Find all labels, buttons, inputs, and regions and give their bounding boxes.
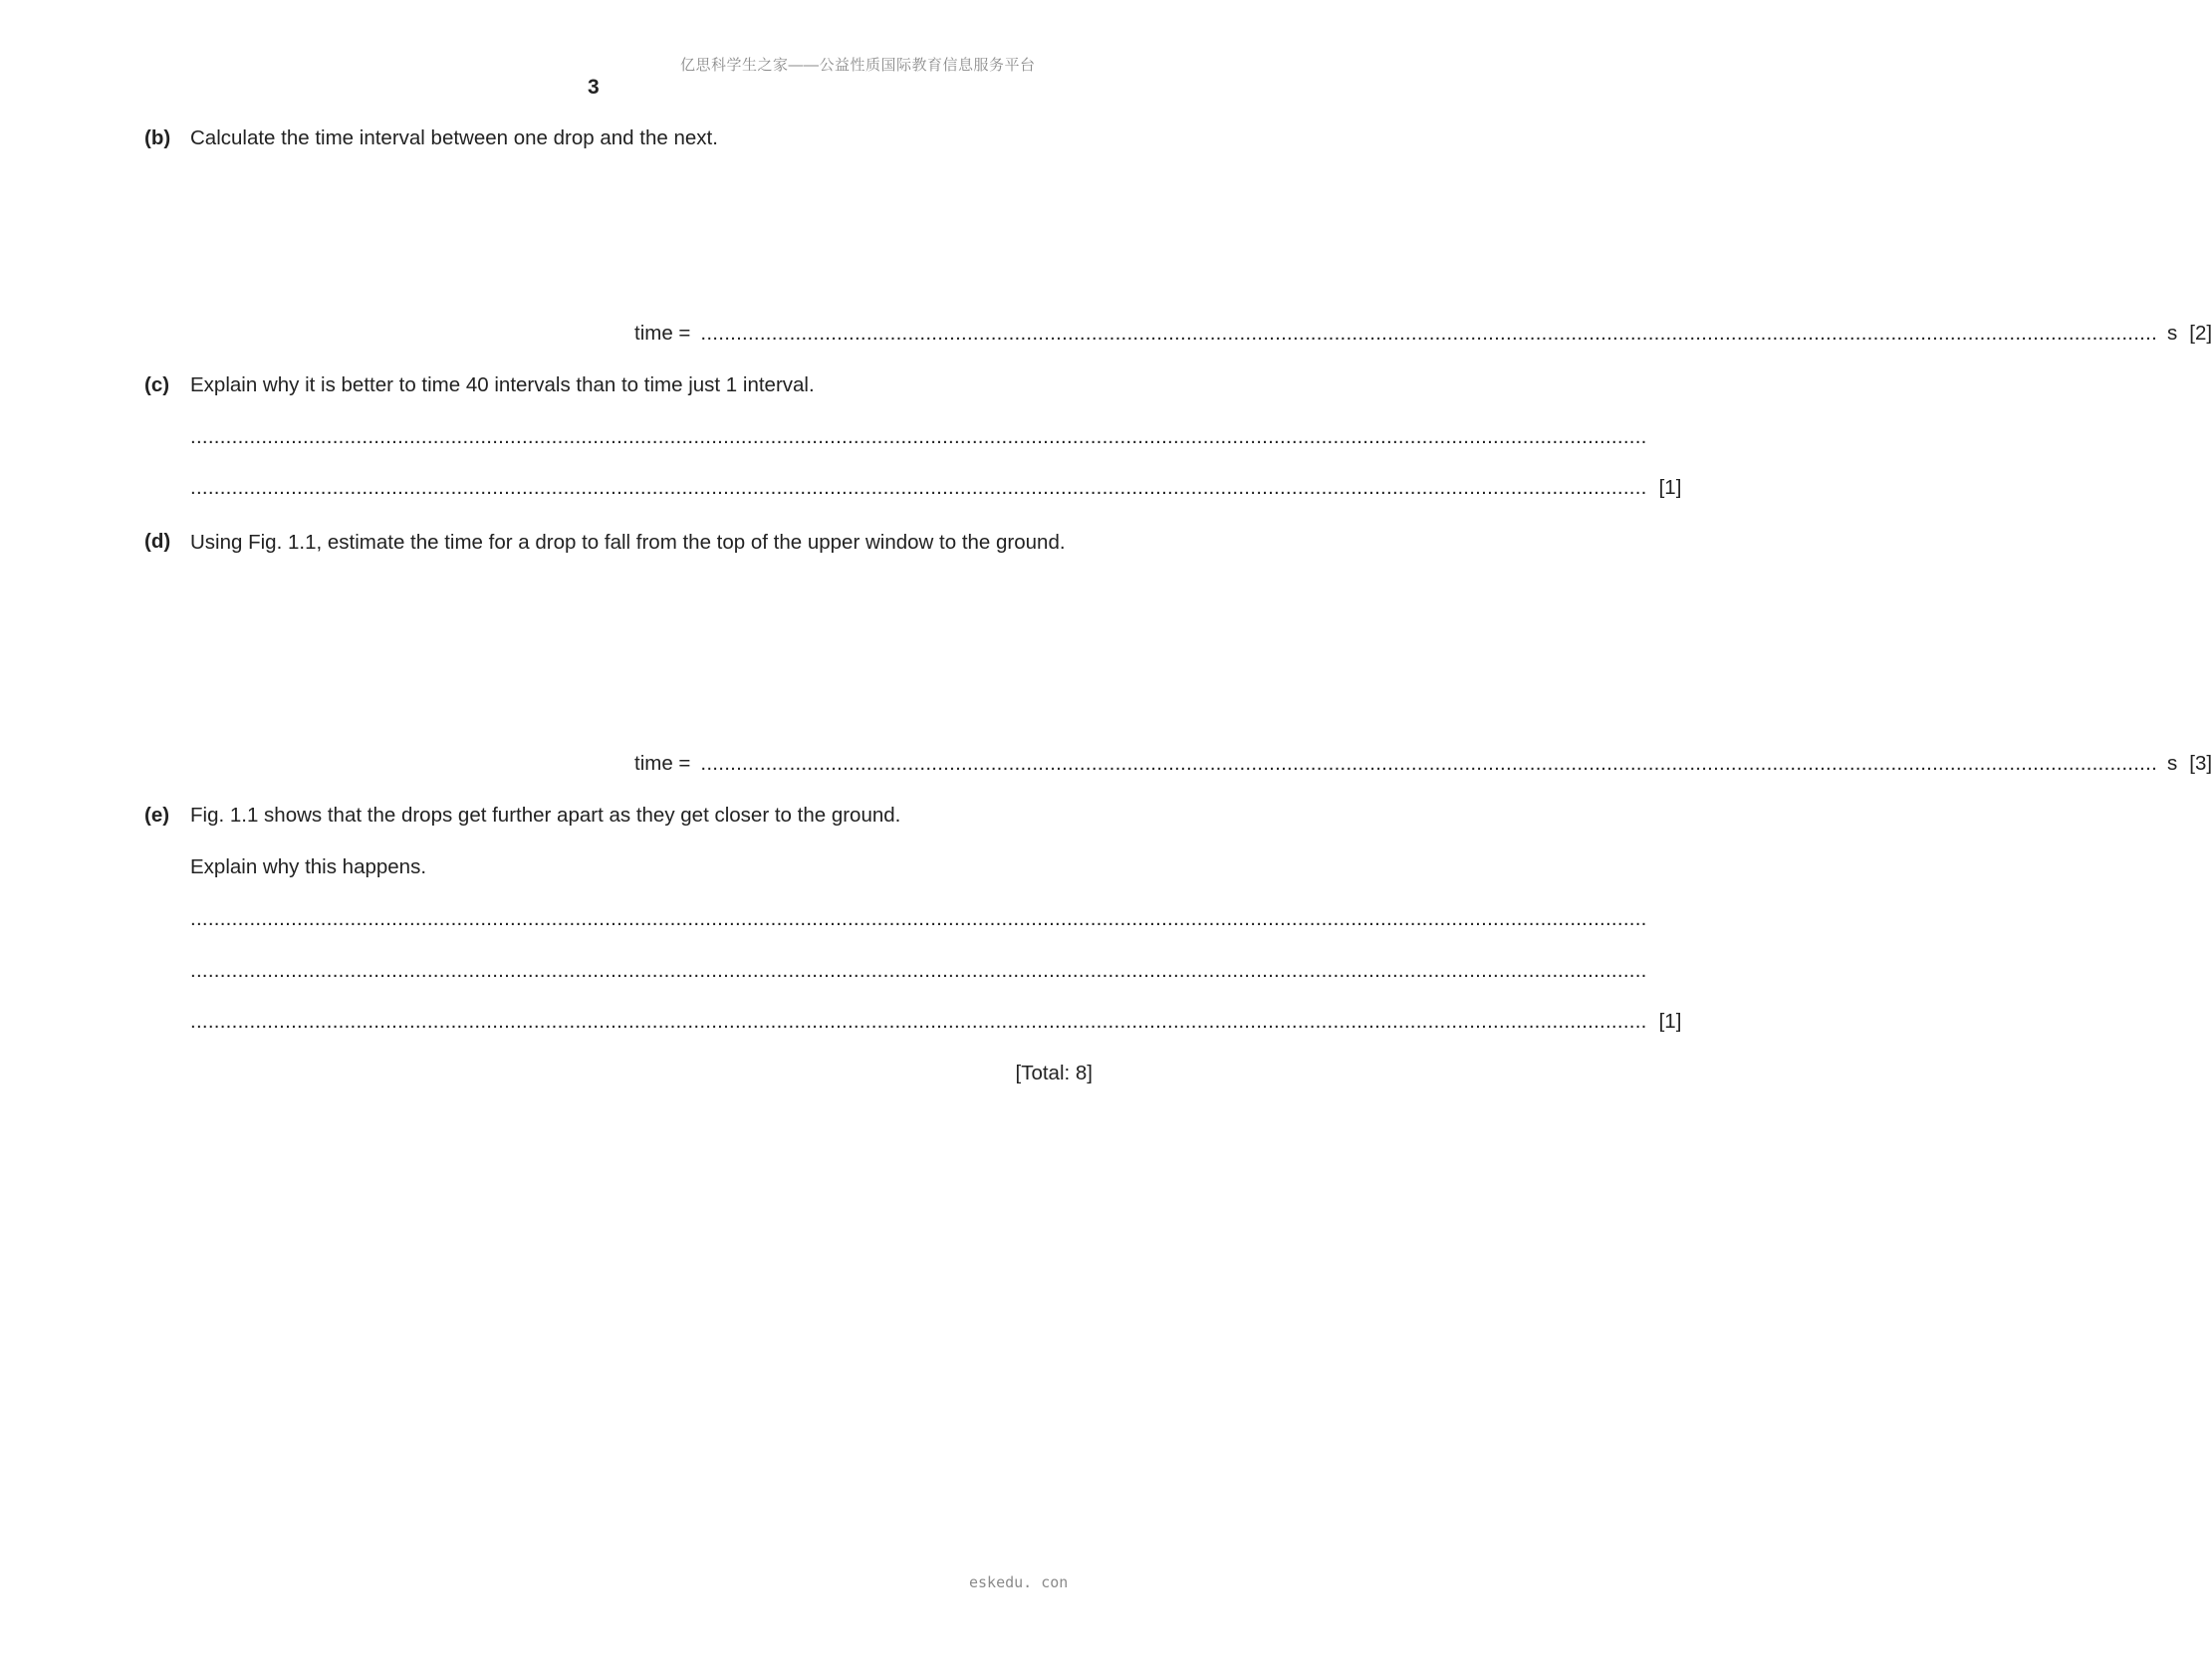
- header-watermark: 亿思科学生之家——公益性质国际教育信息服务平台: [680, 57, 1036, 74]
- answer-label: time =: [634, 752, 691, 775]
- question-c-text: Explain why it is better to time 40 intervals than to time just 1 interval.: [190, 373, 815, 396]
- marks-c: [1]: [1658, 476, 1682, 499]
- question-b-text: Calculate the time interval between one drop and the next.: [190, 126, 718, 149]
- answer-dots: ......................................................................................................................................................................................................................................................: [700, 322, 2158, 345]
- marks-b: [2]: [2189, 322, 2212, 345]
- answer-dots: ......................................................................................................................................................................................................................................................: [190, 907, 1647, 930]
- question-e-text: Fig. 1.1 shows that the drops get further apart as they get closer to the ground.: [190, 804, 901, 827]
- footer-watermark: eskedu. con: [969, 1573, 1069, 1591]
- marks-d: [3]: [2189, 752, 2212, 775]
- answer-dots: ......................................................................................................................................................................................................................................................: [190, 425, 1647, 448]
- question-e-answer-line-2[interactable]: [190, 959, 1647, 983]
- question-e-answer-line-3[interactable]: [190, 1010, 1682, 1034]
- question-c-label: (c): [144, 373, 170, 396]
- question-c-answer-line-1[interactable]: [190, 425, 1647, 449]
- question-d-answer-line[interactable]: [634, 752, 2212, 776]
- answer-dots: ......................................................................................................................................................................................................................................................: [190, 959, 1647, 982]
- page-number: 3: [588, 76, 600, 99]
- question-e-answer-line-1[interactable]: [190, 907, 1647, 931]
- question-e-instruction: Explain why this happens.: [190, 855, 427, 878]
- answer-unit: s: [2167, 322, 2178, 345]
- answer-dots: ......................................................................................................................................................................................................................................................: [700, 752, 2158, 775]
- total-marks: [Total: 8]: [1015, 1062, 1093, 1084]
- question-e-label: (e): [144, 804, 170, 827]
- marks-e: [1]: [1658, 1010, 1682, 1033]
- question-b-label: (b): [144, 126, 171, 149]
- answer-unit: s: [2167, 752, 2178, 775]
- question-c-answer-line-2[interactable]: [190, 476, 1682, 500]
- answer-label: time =: [634, 322, 691, 345]
- answer-dots: ......................................................................................................................................................................................................................................................: [190, 1010, 1647, 1033]
- question-d-text: Using Fig. 1.1, estimate the time for a drop to fall from the top of the upper window to the ground.: [190, 531, 1066, 554]
- answer-dots: ......................................................................................................................................................................................................................................................: [190, 476, 1647, 499]
- question-b-answer-line[interactable]: [634, 322, 2212, 346]
- question-d-label: (d): [144, 530, 171, 553]
